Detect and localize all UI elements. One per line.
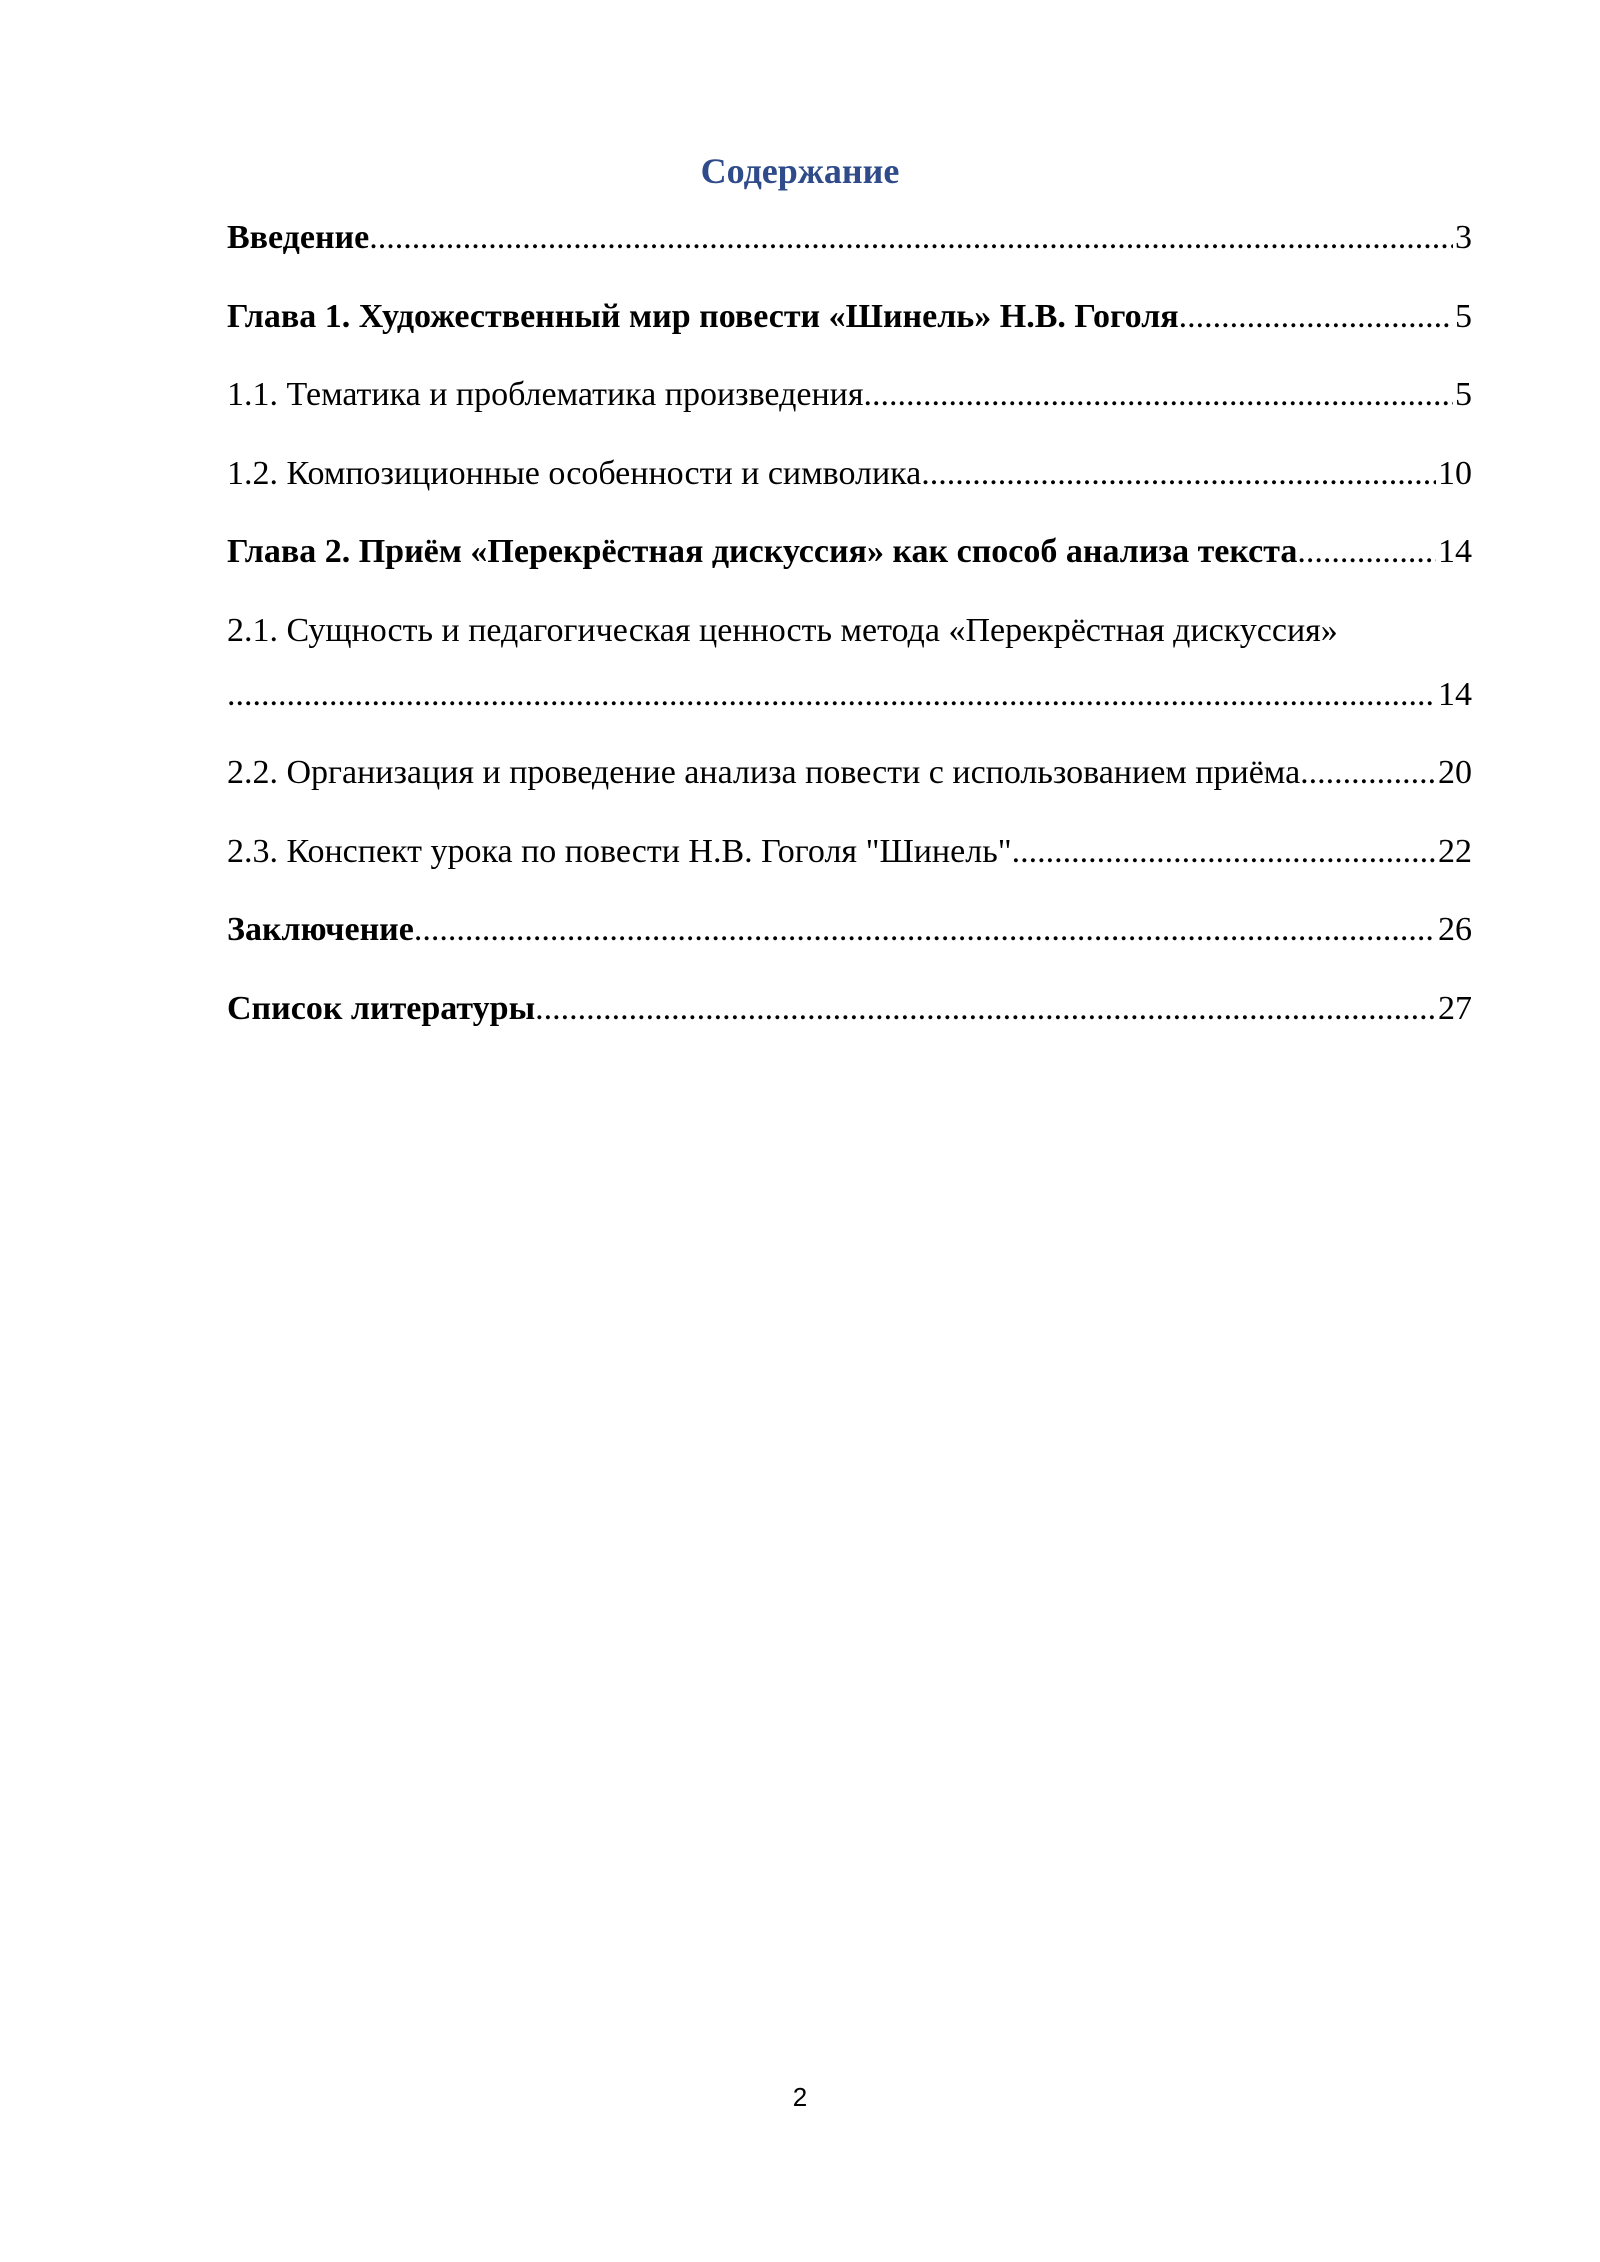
toc-entry-section-1-1[interactable] <box>227 371 1472 450</box>
toc-entry-conclusion[interactable] <box>227 906 1472 985</box>
toc-entry-label: Заключение <box>227 911 414 948</box>
toc-entry-label: 2.3. Конспект урока по повести Н.В. Гоголя "Шинель" <box>227 832 1012 870</box>
table-of-contents <box>227 214 1472 1063</box>
toc-leader-dots <box>1012 828 1436 876</box>
toc-entry-label: Глава 1. Художественный мир повести «Шинель» Н.В. Гоголя <box>227 297 1179 335</box>
toc-leader-dots <box>864 371 1454 419</box>
toc-entry-label: Введение <box>227 219 370 256</box>
toc-entry-section-2-2[interactable] <box>227 749 1472 828</box>
toc-leader-dots <box>369 214 1453 262</box>
toc-entry-page: 14 <box>1438 533 1472 570</box>
toc-entry-page: 27 <box>1438 989 1472 1027</box>
toc-entry-section-1-2[interactable] <box>227 450 1472 529</box>
toc-entry-introduction[interactable] <box>227 214 1472 293</box>
toc-entry-page: 3 <box>1455 219 1472 256</box>
toc-title: Содержание <box>700 151 900 191</box>
toc-entry-page: 5 <box>1455 376 1472 413</box>
toc-entry-chapter-2[interactable] <box>227 528 1472 607</box>
toc-entry-page: 20 <box>1438 754 1472 791</box>
toc-leader-dots <box>414 906 1436 954</box>
toc-entry-page: 10 <box>1438 454 1472 492</box>
toc-leader-dots <box>1297 528 1436 576</box>
toc-entry-page: 26 <box>1438 911 1472 948</box>
toc-leader-dots <box>535 985 1436 1033</box>
toc-entry-page: 14 <box>1438 675 1472 713</box>
toc-entry-label: 1.2. Композиционные особенности и символика <box>227 454 922 492</box>
toc-leader-dots <box>227 671 1436 719</box>
toc-entry-label: Список литературы <box>227 989 536 1027</box>
toc-leader-dots <box>1179 293 1453 341</box>
toc-entry-chapter-1[interactable] <box>227 293 1472 372</box>
toc-entry-label: 2.1. Сущность и педагогическая ценность метода «Перекрёстная дискуссия» <box>227 611 1338 649</box>
toc-entry-label: Глава 2. Приём «Перекрёстная дискуссия» как способ анализа текста <box>227 533 1298 570</box>
toc-entry-section-2-1[interactable] <box>227 607 1472 750</box>
toc-leader-dots <box>1300 749 1436 797</box>
page-number: 2 <box>792 2082 808 2112</box>
toc-entry-page: 5 <box>1455 297 1472 335</box>
toc-leader-dots <box>921 450 1436 498</box>
toc-entry-label: 2.2. Организация и проведение анализа повести с использованием приёма <box>227 754 1301 791</box>
toc-entry-page: 22 <box>1438 832 1472 870</box>
toc-entry-section-2-3[interactable] <box>227 828 1472 907</box>
toc-entry-label: 1.1. Тематика и проблематика произведения <box>227 376 864 413</box>
toc-entry-bibliography[interactable] <box>227 985 1472 1064</box>
